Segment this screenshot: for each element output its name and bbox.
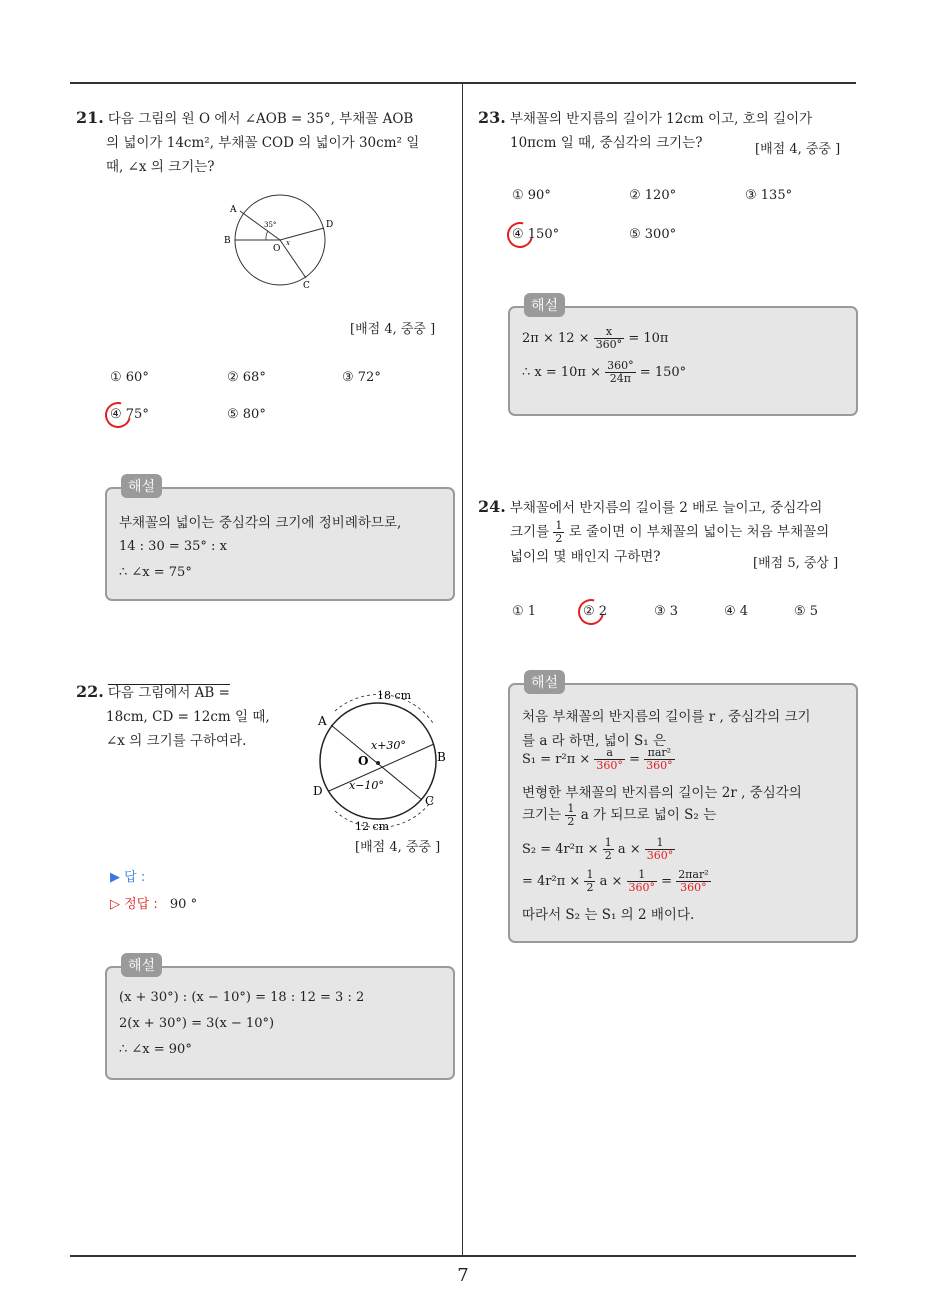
q21-score: [배점 4, 중중 ] [350,322,436,337]
q22-explain-line3: ∴ ∠x = 90° [119,1042,192,1057]
q22-label-c: C [425,794,435,808]
q24-choice-1[interactable]: ① 1 [512,604,537,619]
q22-correct-row [110,893,197,912]
q21-label-d: D [326,220,334,230]
q21-explain-line1: 부채꼴의 넓이는 중심각의 크기에 정비례하므로, [119,515,402,531]
q23-explain-line1: 2π × 12 × $\frac{x}{360^\circ}$ = 10π [522,325,669,351]
q22-label-b: B [437,750,446,764]
q24-explain-line7: = 4r²π × $\frac{1}{2}$ a × $\frac{1}{360^\circ}$ = $\frac{\text{2πar²}}{360^\circ}$ [522,868,709,894]
q23-choice-3[interactable]: ③ 135° [745,188,793,203]
q22-correct-label: ▷ 정답 : [110,897,158,912]
q21-label-c: C [303,281,310,290]
q24-choice-4[interactable]: ④ 4 [724,604,749,619]
q23-score: [배점 4, 중중 ] [755,142,841,157]
q22-circle-figure [305,683,455,833]
q23-number: 23. [478,108,506,127]
q21-choice-2[interactable]: ② 68° [227,370,266,385]
q22-score: [배점 4, 중중 ] [355,840,441,855]
q21-line1: 다음 그림의 원 O 에서 ∠AOB = 35°, 부채꼴 AOB [107,111,414,127]
q24-explain-line2: 를 a 라 하면, 넓이 S₁ 은 [522,733,667,749]
q24-explain-line8: 따라서 S₂ 는 S₁ 의 2 배이다. [522,907,695,923]
q22-explanation-tag: 해설 [121,953,162,977]
q22-line3: ∠x 의 크기를 구하여라. [106,733,247,749]
q21-explain-line2: 14 : 30 = 35° : x [119,539,227,554]
q21-line3: 때, ∠x 의 크기는? [106,159,215,175]
q24-choice-2[interactable]: ② 2 [583,604,607,619]
answer-mark-icon [573,594,609,630]
q21-explain-line3: ∴ ∠x = 75° [119,565,192,580]
q23-line1: 부채꼴의 반지름의 길이가 12cm 이고, 호의 길이가 [509,111,813,127]
q22-label-top: 18 cm [377,689,412,702]
q22-label-lower: x−10° [349,779,384,792]
q24-explain-line6: S₂ = 4r²π × $\frac{1}{2}$ a × $\frac{1}{360^\circ}$ [522,836,674,862]
q22-explain-line2: 2(x + 30°) = 3(x − 10°) [119,1016,275,1031]
q21-label-x: x [286,239,290,247]
q22-label-a: A [318,714,327,728]
q21-choice-1[interactable]: ① 60° [110,370,149,385]
q22-label-d: D [313,784,323,798]
bottom-rule [70,1255,856,1257]
column-divider [462,83,463,1255]
q24-number: 24. [478,497,506,516]
q23-choice-2[interactable]: ② 120° [629,188,677,203]
answer-mark-icon [502,217,538,253]
q23-choice-1[interactable]: ① 90° [512,188,551,203]
q21-label-angle: 35° [264,221,277,229]
q24-choice-5[interactable]: ⑤ 5 [794,604,819,619]
q23-explanation-tag: 해설 [524,293,565,317]
q22-label-bottom: 12 cm [355,820,390,833]
q24-line3: 넓이의 몇 배인지 구하면? [510,549,661,565]
q24-explain-line1: 처음 부채꼴의 반지름의 길이를 r , 중심각의 크기 [522,709,811,725]
q22-label-o: O [358,754,369,768]
q24-line1: 부채꼴에서 반지름의 길이를 2 배로 늘이고, 중심각의 [509,500,823,516]
q24-score: [배점 5, 중상 ] [753,556,839,571]
q22-explanation-box [105,958,455,1080]
q22-text [76,680,306,753]
page-number: 7 [457,1265,469,1286]
q21-explanation-tag: 해설 [121,474,162,498]
q24-choice-3[interactable]: ③ 3 [654,604,679,619]
q21-label-b: B [224,236,231,246]
q23-explain-line2: ∴ x = 10π × $\frac{360^\circ}{24\pi}$ = 150° [522,359,687,385]
q23-choice-5[interactable]: ⑤ 300° [629,227,677,242]
q21-choice-3[interactable]: ③ 72° [342,370,381,385]
q24-explain-line3: S₁ = r²π × $\frac{a}{360^\circ}$ = $\frac{\text{πar²}}{360^\circ}$ [522,746,673,772]
q22-explain-line1: (x + 30°) : (x − 10°) = 18 : 12 = 3 : 2 [119,990,365,1005]
q21-explanation-box [105,479,455,601]
q23-choice-4[interactable]: ④ 150° [512,227,559,242]
answer-mark-icon [100,397,136,433]
q21-circle-figure [220,190,340,290]
q24-line2: 크기를 $\frac{1}{2}$ 로 줄이면 이 부채꼴의 넓이는 처음 부채꼴의 [510,519,830,545]
q22-label-upper: x+30° [371,739,406,752]
q21-text [76,106,456,179]
q24-explain-line4: 변형한 부채꼴의 반지름의 길이는 2r , 중심각의 [522,785,802,801]
q24-explanation-tag: 해설 [524,670,565,694]
q21-choice-4[interactable]: ④ 75° [110,407,149,422]
q22-line2: 18cm, CD = 12cm 일 때, [106,709,270,725]
q21-label-o: O [273,244,281,254]
top-rule [70,82,856,84]
q22-correct-value: 90 ° [169,897,198,912]
q22-line1: 다음 그림에서 AB = [107,685,230,701]
q23-line2: 10πcm 일 때, 중심각의 크기는? [510,135,703,151]
q22-answer-label: ▶ 답 : [110,870,146,885]
q24-explanation-box [508,675,858,943]
q21-label-a: A [230,205,237,215]
q21-number: 21. [76,108,104,127]
q24-explain-line5: 크기는 $\frac{1}{2}$ a 가 되므로 넓이 S₂ 는 [522,802,717,828]
q21-line2: 의 넓이가 14cm², 부채꼴 COD 의 넓이가 30cm² 일 [106,135,420,151]
q22-number: 22. [76,682,104,701]
q23-explanation-box [508,298,858,416]
q21-choice-5[interactable]: ⑤ 80° [227,407,266,422]
